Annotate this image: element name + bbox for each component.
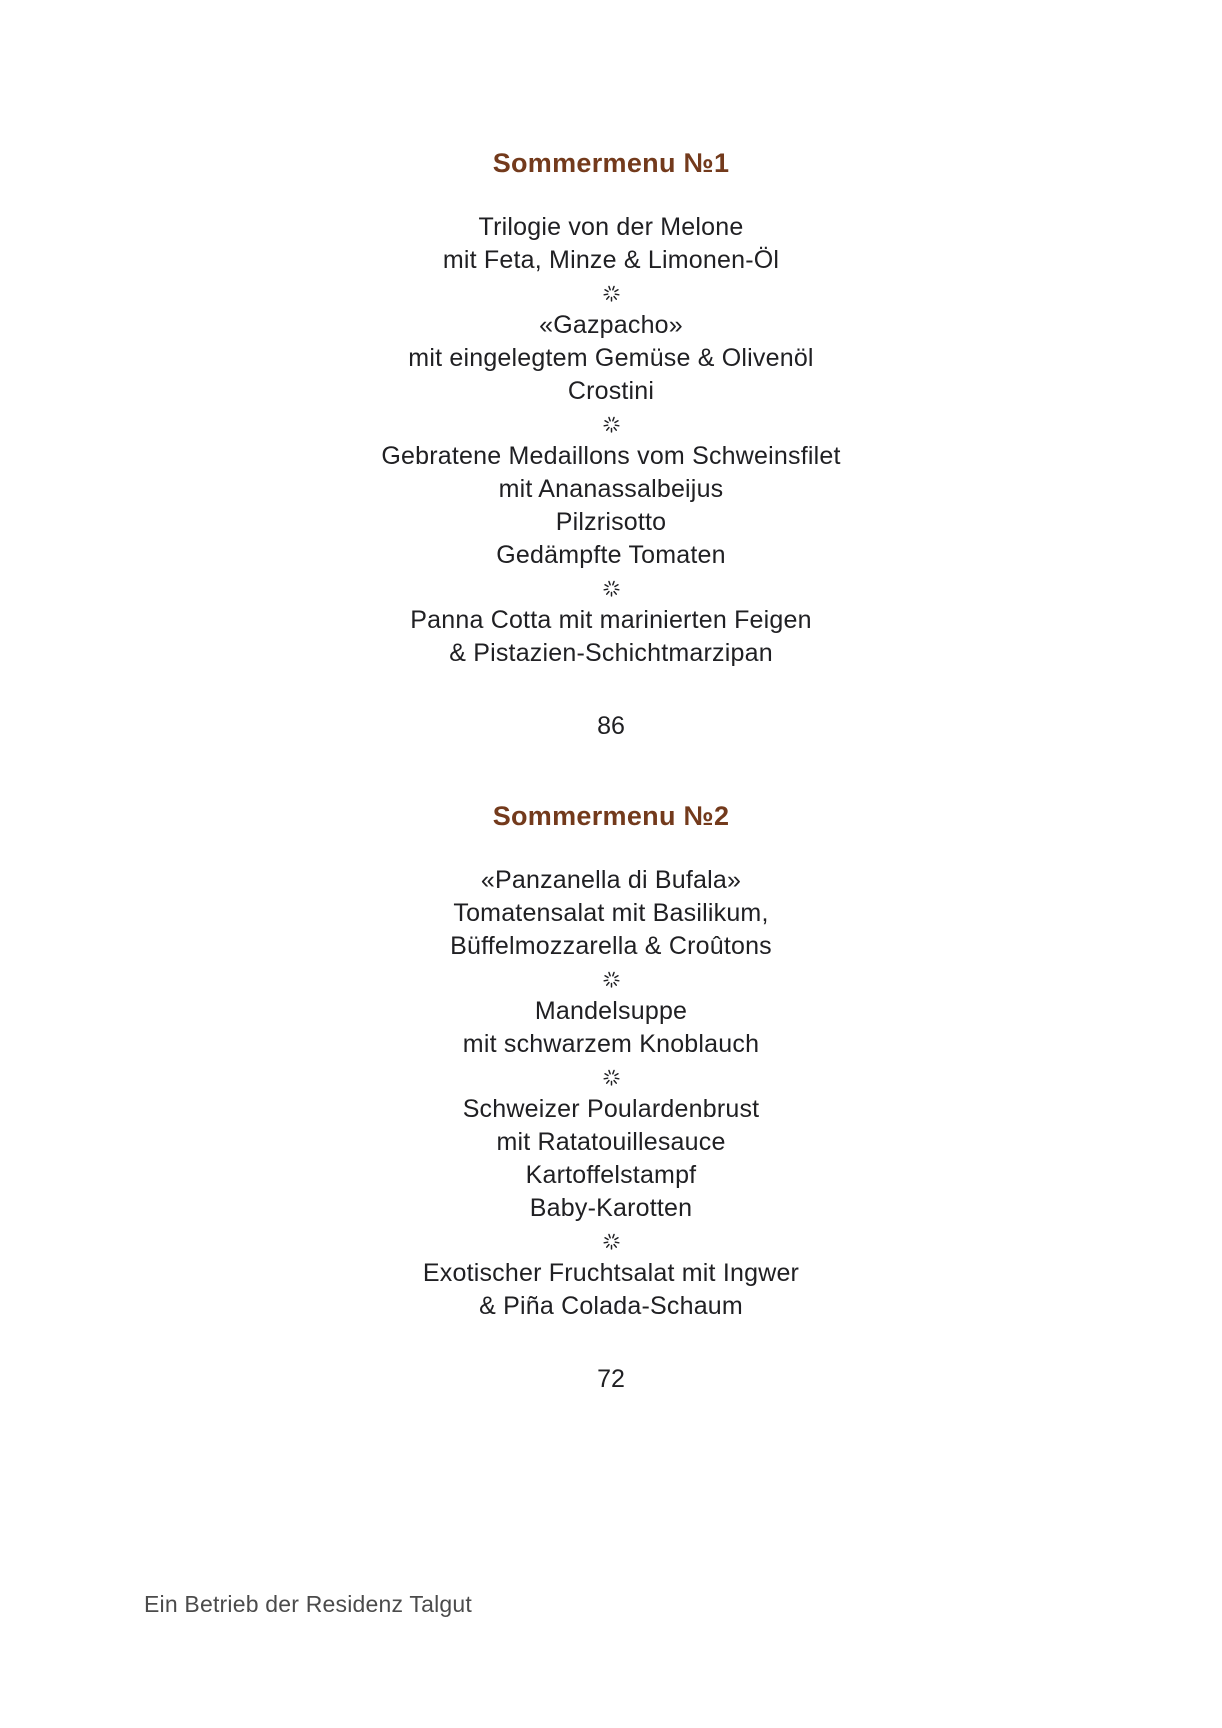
menu-section — [0, 801, 1222, 1396]
course — [0, 1257, 1222, 1323]
course — [0, 995, 1222, 1061]
course-line: Kartoffelstampf — [525, 1161, 697, 1189]
footer — [144, 1590, 472, 1618]
course-line: & Pistazien-Schichtmarzipan — [449, 639, 773, 667]
course-line: Mandelsuppe — [534, 997, 688, 1025]
course-line: Baby-Karotten — [529, 1194, 693, 1222]
sparkle-divider-icon — [601, 1231, 622, 1252]
course-divider — [0, 963, 1222, 995]
course — [0, 440, 1222, 572]
course-line: mit schwarzem Knoblauch — [462, 1030, 760, 1058]
menu-price: 86 — [597, 712, 625, 740]
course-divider — [0, 408, 1222, 440]
course-divider — [0, 1061, 1222, 1093]
course-line: «Gazpacho» — [539, 311, 683, 339]
course-line: mit eingelegtem Gemüse & Olivenöl — [408, 344, 814, 372]
menu-title: Sommermenu №2 — [492, 801, 730, 831]
course-line: mit Ananassalbeijus — [498, 475, 724, 503]
course-line: Gebratene Medaillons vom Schweinsfilet — [381, 442, 841, 470]
course-line: mit Ratatouillesauce — [496, 1128, 726, 1156]
course-line: «Panzanella di Bufala» — [480, 866, 742, 894]
course-line: Crostini — [567, 377, 655, 405]
menu-section — [0, 148, 1222, 743]
sparkle-divider-icon — [601, 414, 622, 435]
course-line: Schweizer Poulardenbrust — [462, 1095, 760, 1123]
course-line: mit Feta, Minze & Limonen-Öl — [442, 246, 780, 274]
sparkle-divider-icon — [601, 578, 622, 599]
menu-price: 72 — [597, 1365, 625, 1393]
menu-title: Sommermenu №1 — [492, 148, 730, 178]
course-line: Gedämpfte Tomaten — [496, 541, 726, 569]
sparkle-divider-icon — [601, 283, 622, 304]
course — [0, 1093, 1222, 1225]
course-divider — [0, 1225, 1222, 1257]
course-line: Tomatensalat mit Basilikum, — [453, 899, 769, 927]
course-line: Büffelmozzarella & Croûtons — [450, 932, 772, 960]
course-line: Panna Cotta mit marinierten Feigen — [410, 606, 812, 634]
course — [0, 211, 1222, 277]
course-line: & Piña Colada-Schaum — [479, 1292, 743, 1320]
course-line: Pilzrisotto — [555, 508, 667, 536]
footer-text: Ein Betrieb der Residenz Talgut — [144, 1591, 472, 1617]
course-divider — [0, 572, 1222, 604]
course — [0, 604, 1222, 670]
course — [0, 309, 1222, 408]
course-line: Exotischer Fruchtsalat mit Ingwer — [422, 1259, 800, 1287]
sparkle-divider-icon — [601, 1067, 622, 1088]
course-divider — [0, 277, 1222, 309]
course-line: Trilogie von der Melone — [478, 213, 744, 241]
course — [0, 864, 1222, 963]
sparkle-divider-icon — [601, 969, 622, 990]
